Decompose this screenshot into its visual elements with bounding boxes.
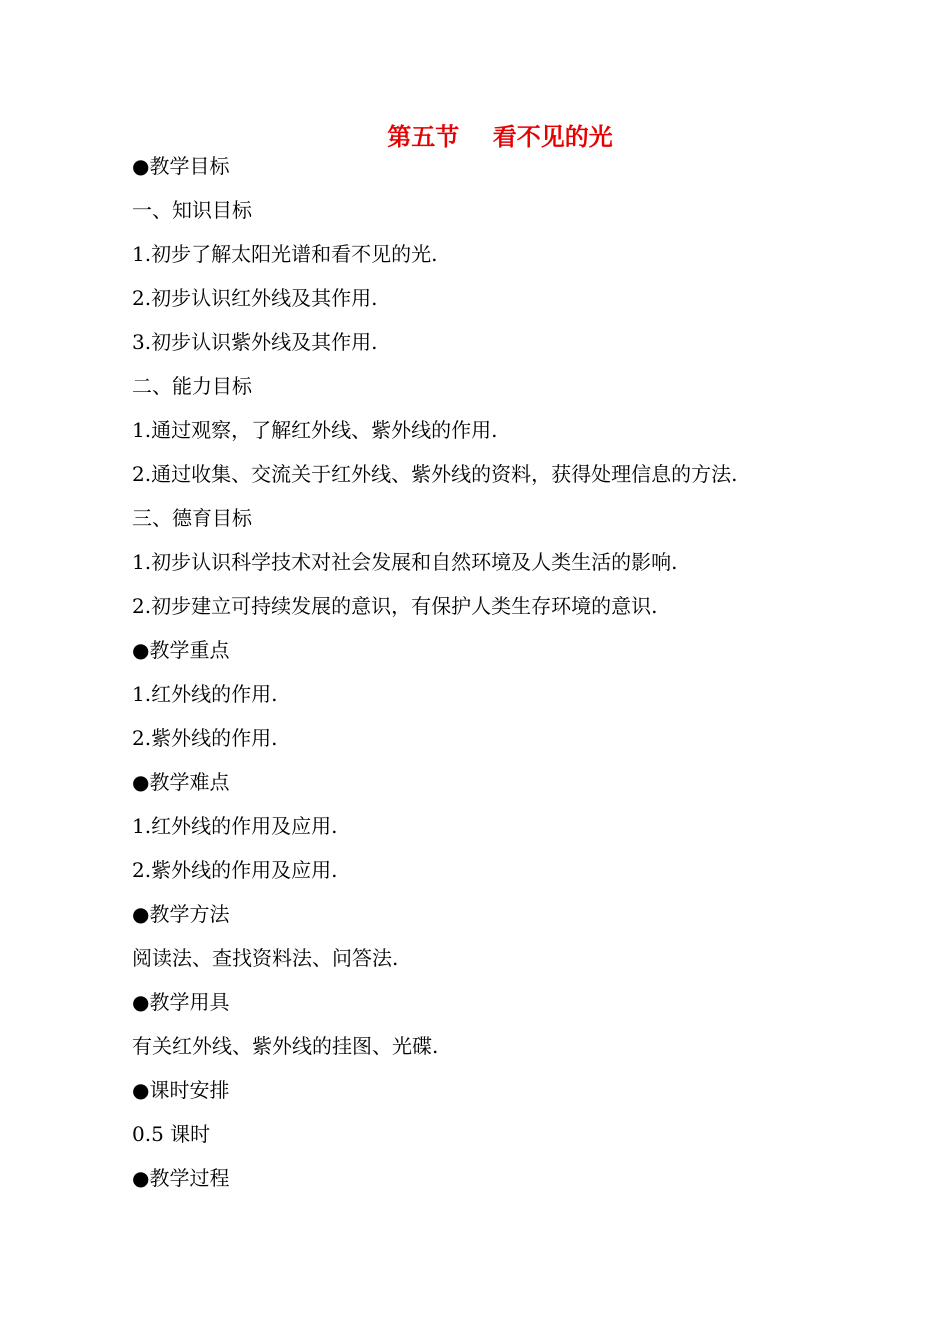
text-line: 2.初步建立可持续发展的意识，有保护人类生存环境的意识.	[132, 594, 658, 618]
section-heading-objectives: ●教学目标	[132, 154, 230, 178]
text-line: 2.初步认识红外线及其作用.	[132, 286, 378, 310]
section-heading-schedule: ●课时安排	[132, 1078, 230, 1102]
text-line: 2.通过收集、交流关于红外线、紫外线的资料，获得处理信息的方法.	[132, 462, 738, 486]
text-line: 1.红外线的作用.	[132, 682, 278, 706]
text-line: 3.初步认识紫外线及其作用.	[132, 330, 378, 354]
section-heading-methods: ●教学方法	[132, 902, 230, 926]
text-line: 1.红外线的作用及应用.	[132, 814, 338, 838]
text-line: 阅读法、查找资料法、问答法.	[132, 946, 399, 970]
subheading-knowledge: 一、知识目标	[132, 198, 252, 222]
text-line: 2.紫外线的作用.	[132, 726, 278, 750]
text-line: 0.5 课时	[132, 1122, 211, 1146]
text-line: 1.初步了解太阳光谱和看不见的光.	[132, 242, 438, 266]
text-line: 1.初步认识科学技术对社会发展和自然环境及人类生活的影响.	[132, 550, 678, 574]
section-heading-key-points: ●教学重点	[132, 638, 230, 662]
page-title: 第五节 看不见的光	[387, 123, 613, 151]
text-line: 1.通过观察，了解红外线、紫外线的作用.	[132, 418, 498, 442]
document-body	[132, 150, 912, 1206]
text-line: 有关红外线、紫外线的挂图、光碟.	[132, 1034, 439, 1058]
section-heading-process: ●教学过程	[132, 1166, 230, 1190]
section-heading-difficulties: ●教学难点	[132, 770, 230, 794]
text-line: 2.紫外线的作用及应用.	[132, 858, 338, 882]
section-heading-tools: ●教学用具	[132, 990, 230, 1014]
subheading-moral: 三、德育目标	[132, 506, 252, 530]
subheading-ability: 二、能力目标	[132, 374, 252, 398]
